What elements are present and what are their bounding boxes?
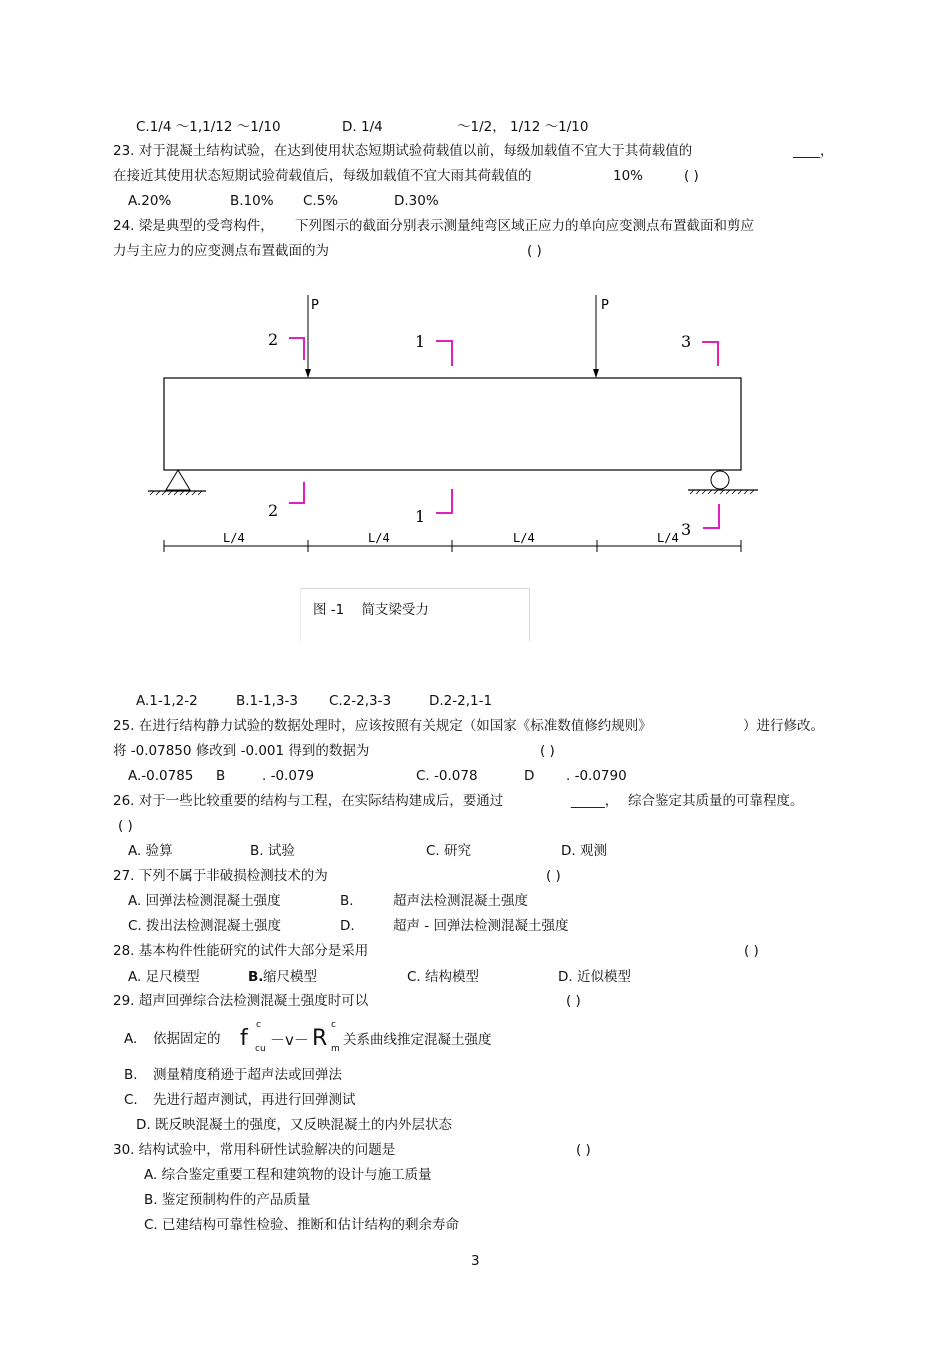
section-label-2-bottom: 2: [268, 501, 279, 520]
q23-answer-paren: ( ): [684, 168, 699, 184]
q28-option-a: A. 足尺模型: [128, 969, 200, 985]
q25-option-b-label: B: [216, 768, 226, 784]
q23-option-b: B.10%: [230, 193, 274, 209]
q24-option-a: A.1-1,2-2: [136, 693, 198, 709]
q24-answer-paren: ( ): [527, 243, 542, 259]
q26-option-a: A. 验算: [128, 843, 173, 859]
q23-value: 10%: [613, 168, 644, 184]
q26-option-c: C. 研究: [426, 843, 472, 859]
q25-option-b: . -0.079: [262, 768, 315, 784]
q22-option-c: C.1/4 ～1,1/12 ～1/10: [136, 119, 281, 135]
q24-stem-line2: 力与主应力的应变测点布置截面的为: [113, 243, 329, 259]
q29-option-a-label: A.: [124, 1031, 138, 1047]
q29-stem: 29. 超声回弹综合法检测混凝土强度时可以: [113, 993, 369, 1009]
q29-option-b-label: B.: [124, 1067, 138, 1083]
figure-caption: [313, 598, 429, 618]
q29-option-b: 测量精度稍逊于超声法或回弹法: [153, 1067, 342, 1083]
q22-option-d-range: ～1/2， 1/12 ～1/10: [457, 119, 589, 135]
q26-option-b: B. 试验: [250, 843, 295, 859]
q27-stem: 27. 下列不属于非破损检测技术的为: [113, 868, 328, 884]
q25-option-d-label: D: [524, 768, 535, 784]
q27-option-d-label: D.: [340, 918, 355, 934]
formula-f: f: [240, 1026, 248, 1051]
load-label-left: P: [311, 298, 319, 313]
section-3-top-mark: [702, 342, 718, 366]
q27-option-d: 超声 - 回弹法检测混凝土强度: [393, 918, 569, 934]
load-label-right: P: [601, 298, 609, 313]
q26-stem-line1b: 综合鉴定其质量的可靠程度。: [628, 793, 804, 809]
figure-caption-box: [300, 588, 530, 641]
q30-option-b: B. 鉴定预制构件的产品质量: [144, 1192, 311, 1208]
q24-stem-line1a: 24. 梁是典型的受弯构件，: [113, 218, 274, 234]
q24-option-b: B.1-1,3-3: [236, 693, 298, 709]
section-3-bottom-mark: [703, 504, 719, 528]
q29-option-d: D. 既反映混凝土的强度，又反映混凝土的内外层状态: [136, 1117, 452, 1133]
q22-option-d: D. 1/4: [342, 119, 383, 135]
q23-option-d: D.30%: [394, 193, 439, 209]
formula-r-sup: c: [331, 1020, 336, 1030]
beam-figure: [140, 285, 760, 565]
q26-answer-paren: ( ): [118, 818, 133, 834]
q25-option-c: C. -0.078: [416, 768, 478, 784]
section-label-1-bottom: 1: [415, 507, 426, 526]
q24-stem-line1b: 下列图示的截面分别表示测量纯弯区域正应力的单向应变测点布置截面和剪应: [295, 218, 754, 234]
q30-answer-paren: ( ): [576, 1142, 591, 1158]
formula-f-sub: cu: [255, 1044, 266, 1054]
figure-caption-text: 简支梁受力: [361, 602, 429, 618]
q25-stem-line1a: 25. 在进行结构静力试验的数据处理时，应该按照有关规定（如国家《标准数值修约规则》: [113, 718, 652, 734]
section-1-bottom-mark: [436, 489, 452, 513]
load-arrowhead-right: [593, 369, 599, 378]
beam-body: [164, 378, 741, 470]
section-marks: [289, 338, 719, 528]
section-label-1-top: 1: [415, 332, 426, 351]
q27-option-b: 超声法检测混凝土强度: [393, 893, 528, 909]
q23-option-a: A.20%: [128, 193, 172, 209]
q28-stem: 28. 基本构件性能研究的试件大部分是采用: [113, 943, 369, 959]
roller-support-hatch: [690, 490, 754, 494]
q28-option-d: D. 近似模型: [558, 969, 631, 985]
q24-option-d: D.2-2,1-1: [429, 693, 493, 709]
q29-option-c: 先进行超声测试，再进行回弹测试: [153, 1092, 356, 1108]
q29-option-a-tail: 关系曲线推定混凝土强度: [343, 1032, 492, 1048]
formula-r: R: [312, 1026, 328, 1051]
span-label-4: L/4: [657, 531, 679, 545]
q30-option-c: C. 已建结构可靠性检验、推断和估计结构的剩余寿命: [144, 1217, 460, 1233]
formula-v: －v－: [270, 1031, 309, 1049]
q26-stem-line1a: 26. 对于一些比较重要的结构与工程，在实际结构建成后，要通过: [113, 793, 504, 809]
q23-stem-line1: 23. 对于混凝土结构试验，在达到使用状态短期试验荷载值以前，每级加载值不宜大于其荷载值的: [113, 143, 693, 159]
page-number: 3: [471, 1253, 480, 1269]
q28-answer-paren: ( ): [744, 943, 759, 959]
roller-support: [711, 471, 729, 489]
formula-f-sup: c: [256, 1020, 261, 1030]
span-label-1: L/4: [223, 531, 245, 545]
figure-caption-number: 图 -1: [313, 602, 345, 618]
load-arrowhead-left: [305, 369, 311, 378]
q25-option-d: . -0.0790: [566, 768, 627, 784]
q26-blank: _____，: [571, 793, 619, 809]
q29-option-c-label: C.: [124, 1092, 138, 1108]
pin-support: [166, 470, 190, 490]
q29-formula: [240, 1020, 350, 1060]
q27-option-b-label: B.: [340, 893, 354, 909]
q29-answer-paren: ( ): [566, 993, 581, 1009]
q28-option-b: 缩尺模型: [263, 969, 317, 985]
q28-option-c: C. 结构模型: [407, 969, 480, 985]
q30-option-a: A. 综合鉴定重要工程和建筑物的设计与施工质量: [144, 1167, 432, 1183]
q23-option-c: C.5%: [303, 193, 339, 209]
section-2-bottom-mark: [289, 482, 304, 503]
section-label-3-top: 3: [681, 332, 692, 351]
section-1-top-mark: [436, 341, 452, 366]
formula-r-sub: m: [331, 1044, 340, 1054]
q26-option-d: D. 观测: [561, 843, 607, 859]
q25-answer-paren: ( ): [540, 743, 555, 759]
span-label-2: L/4: [368, 531, 390, 545]
q27-option-a: A. 回弹法检测混凝土强度: [128, 893, 281, 909]
q25-option-a: A.-0.0785: [128, 768, 194, 784]
q27-answer-paren: ( ): [546, 868, 561, 884]
q24-option-c: C.2-2,3-3: [329, 693, 392, 709]
section-2-top-mark: [289, 338, 304, 360]
section-label-3-bottom: 3: [681, 520, 692, 539]
q23-stem-line2: 在接近其使用状态短期试验荷载值后，每级加载值不宜大雨其荷载值的: [113, 168, 532, 184]
q27-option-c: C. 拨出法检测混凝土强度: [128, 918, 282, 934]
q25-stem-line1b: ）进行修改。: [743, 718, 824, 734]
q23-blank: ____，: [793, 143, 834, 159]
q25-stem-line2: 将 -0.07850 修改到 -0.001 得到的数据为: [113, 743, 370, 759]
q30-stem: 30. 结构试验中，常用科研性试验解决的问题是: [113, 1142, 396, 1158]
pin-support-hatch: [150, 491, 202, 495]
q29-option-a-text: 依据固定的: [153, 1031, 221, 1047]
span-label-3: L/4: [513, 531, 535, 545]
section-label-2-top: 2: [268, 330, 279, 349]
q28-option-b-label: B.: [248, 969, 264, 985]
